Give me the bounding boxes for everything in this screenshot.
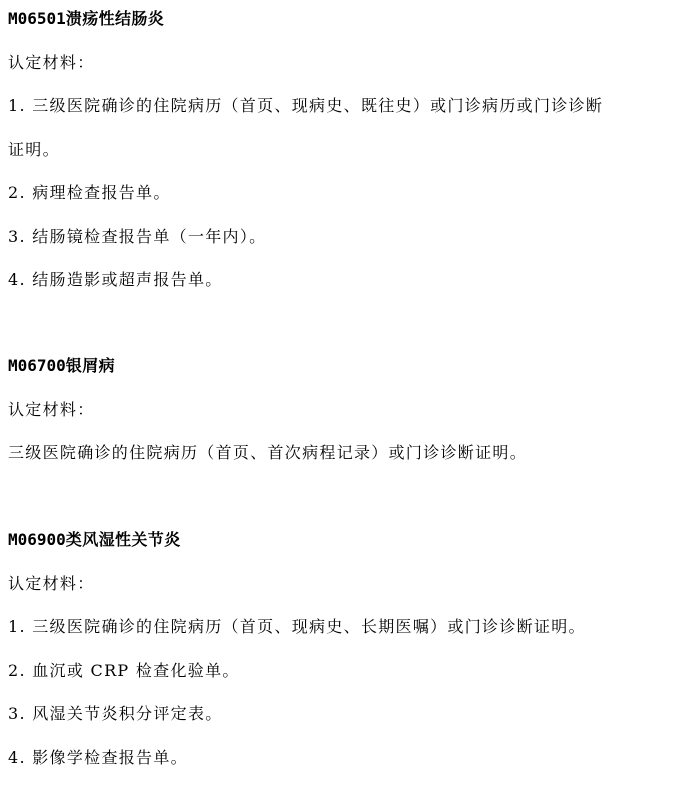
section-title: 银屑病: [65, 356, 115, 375]
section-title: 类风湿性关节炎: [65, 530, 181, 549]
list-item: 1. 三级医院确诊的住院病历（首页、现病史、长期医嘱）或门诊诊断证明。: [8, 617, 586, 636]
list-item: 证明。: [8, 140, 60, 159]
list-item: 3. 结肠镜检查报告单（一年内）。: [8, 227, 267, 246]
list-item: 2. 病理检查报告单。: [8, 183, 171, 202]
materials-label: 认定材料：: [8, 53, 95, 72]
section-code: M06700: [8, 356, 66, 375]
section-heading: [8, 8, 164, 30]
list-item: 3. 风湿关节炎积分评定表。: [8, 704, 223, 723]
list-item: 1. 三级医院确诊的住院病历（首页、现病史、既往史）或门诊病历或门诊诊断: [8, 96, 604, 115]
section-code: M06501: [8, 9, 66, 28]
list-item: 三级医院确诊的住院病历（首页、首次病程记录）或门诊诊断证明。: [8, 443, 528, 462]
list-item: 4. 影像学检查报告单。: [8, 748, 188, 767]
section-code: M06900: [8, 530, 66, 549]
list-item: 4. 结肠造影或超声报告单。: [8, 270, 223, 289]
section-title: 溃疡性结肠炎: [65, 9, 165, 28]
list-item: 2. 血沉或 CRP 检查化验单。: [8, 661, 240, 680]
materials-label: 认定材料：: [8, 400, 95, 419]
materials-label: 认定材料：: [8, 574, 95, 593]
section-heading: [8, 355, 115, 377]
section-heading: [8, 529, 181, 551]
